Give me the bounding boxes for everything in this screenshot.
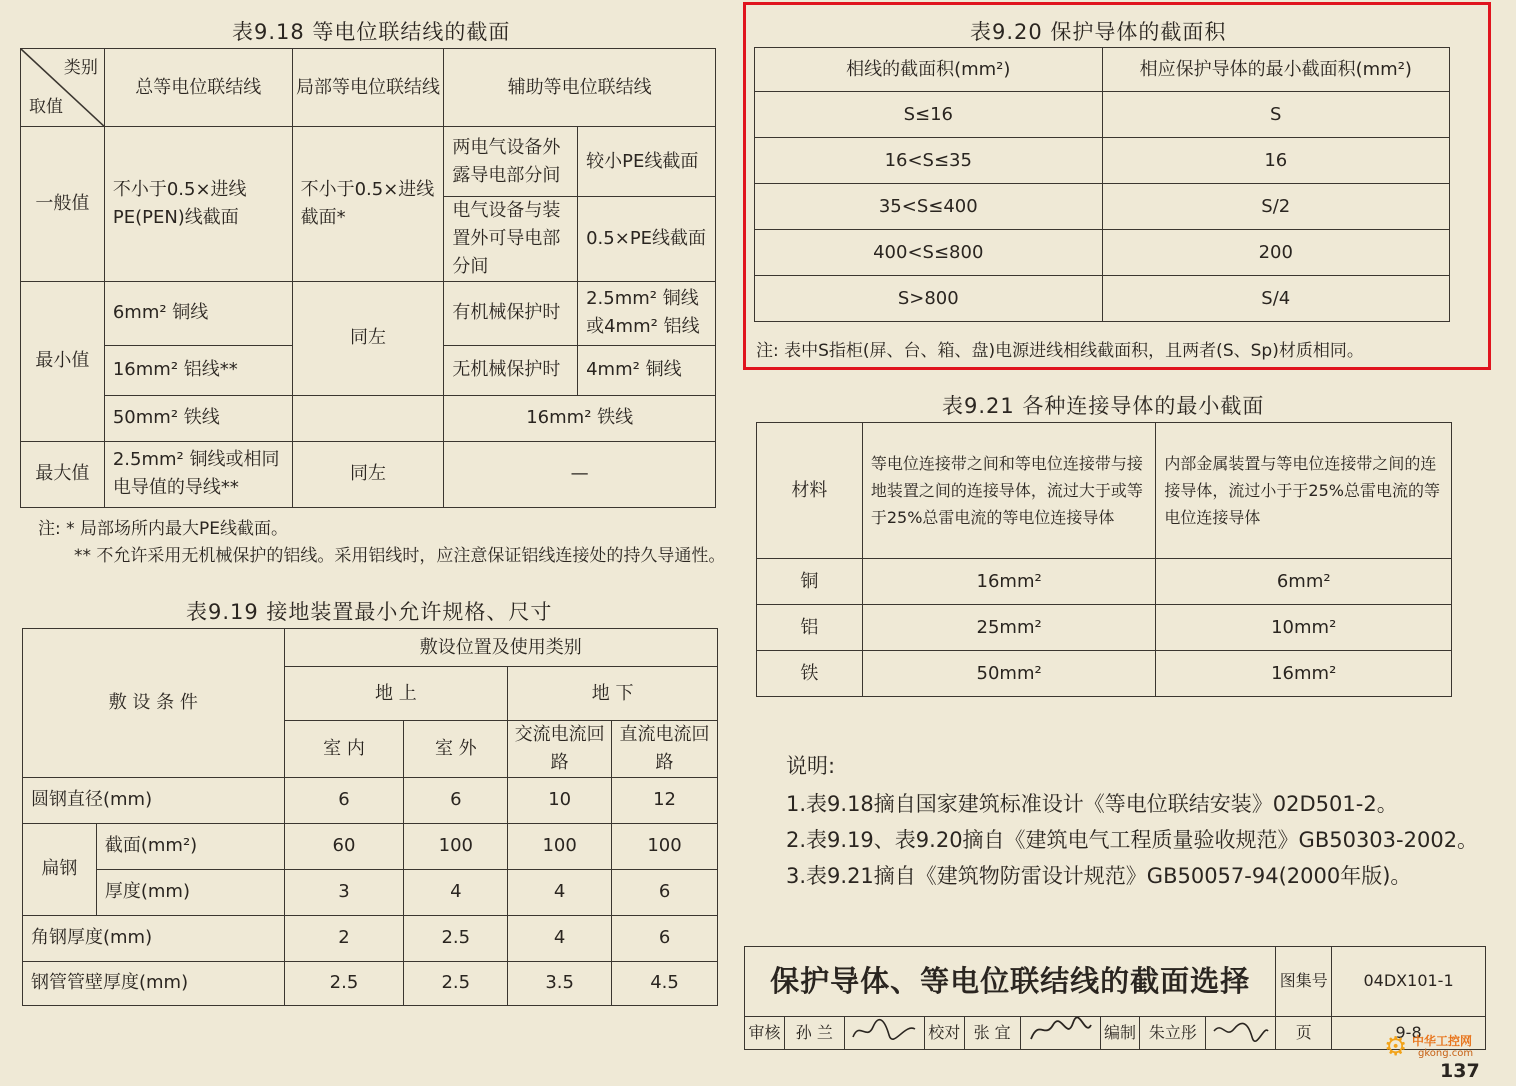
table-918-note-2: ** 不允许采用无机械保护的铝线。采用铝线时，应注意保证铝线连接处的持久导通性。 bbox=[74, 546, 726, 566]
header-indoor: 室 内 bbox=[284, 721, 404, 778]
watermark-logo bbox=[1384, 1030, 1508, 1064]
page-label: 页 bbox=[1276, 1017, 1332, 1050]
table-921-title: 表9.21 各种连接导体的最小截面 bbox=[942, 394, 1265, 418]
row-label-min: 最小值 bbox=[21, 281, 105, 441]
aux-value-1: 较小PE线截面 bbox=[578, 127, 716, 197]
aux-value-2: 0.5×PE线截面 bbox=[578, 197, 716, 282]
table-921 bbox=[756, 422, 1452, 697]
reviewer-name: 孙 兰 bbox=[784, 1017, 844, 1050]
table-cell: S/2 bbox=[1102, 184, 1449, 230]
row-label-steel-pipe: 钢管管壁厚度(mm) bbox=[23, 961, 285, 1005]
explain-line-3: 3.表9.21摘自《建筑物防雷设计规范》GB50057-94(2000年版)。 bbox=[786, 864, 1412, 888]
table-cell: 4 bbox=[404, 869, 508, 915]
table-cell: 2 bbox=[284, 915, 404, 961]
table-920 bbox=[754, 47, 1450, 322]
table-cell: 3 bbox=[284, 869, 404, 915]
row-label-general: 一般值 bbox=[21, 127, 105, 282]
row-label-round-steel: 圆钢直径(mm) bbox=[23, 777, 285, 823]
table-cell: 4.5 bbox=[612, 961, 718, 1005]
max-local-same: 同左 bbox=[292, 441, 444, 507]
page-code: 9-8 bbox=[1332, 1017, 1486, 1050]
table-cell: 4 bbox=[508, 869, 612, 915]
review-label: 审核 bbox=[745, 1017, 785, 1050]
table-cell: 6 bbox=[284, 777, 404, 823]
table-cell: 10 bbox=[508, 777, 612, 823]
drafter-name: 朱立彤 bbox=[1140, 1017, 1206, 1050]
header-below-ground: 地 下 bbox=[508, 667, 718, 721]
table-cell: 16mm² bbox=[862, 559, 1156, 605]
explain-heading: 说明: bbox=[786, 754, 836, 778]
table-cell: 25mm² bbox=[862, 605, 1156, 651]
header-material: 材料 bbox=[757, 423, 863, 559]
watermark-url: gkong.com bbox=[1418, 1048, 1474, 1059]
table-920-title: 表9.20 保护导体的截面积 bbox=[970, 20, 1227, 44]
atlas-number: 04DX101-1 bbox=[1332, 947, 1486, 1017]
table-cell: 2.5 bbox=[284, 961, 404, 1005]
reviewer-signature bbox=[844, 1017, 924, 1050]
table-cell: 铜 bbox=[757, 559, 863, 605]
aux-iron: 16mm² 铁线 bbox=[444, 395, 716, 441]
table-cell: S/4 bbox=[1102, 276, 1449, 322]
table-cell: 16 bbox=[1102, 138, 1449, 184]
aux-condition-1: 两电气设备外露导电部分间 bbox=[444, 127, 578, 197]
min-aluminium: 16mm² 铝线** bbox=[104, 345, 292, 395]
header-pe-section: 相应保护导体的最小截面积(mm²) bbox=[1102, 48, 1449, 92]
general-local-value: 不小于0.5×进线截面* bbox=[292, 127, 444, 282]
gear-icon: ⚙ bbox=[1384, 1032, 1408, 1062]
header-outdoor: 室 外 bbox=[404, 721, 508, 778]
checker-name: 张 宜 bbox=[964, 1017, 1020, 1050]
draft-label: 编制 bbox=[1100, 1017, 1140, 1050]
header-position: 敷设位置及使用类别 bbox=[284, 629, 717, 667]
max-main-value: 2.5mm² 铜线或相同电导值的导线** bbox=[104, 441, 292, 507]
drawing-title: 保护导体、等电位联结线的截面选择 bbox=[745, 947, 1276, 1017]
title-block bbox=[744, 946, 1486, 1050]
row-label-angle-steel: 角钢厚度(mm) bbox=[23, 915, 285, 961]
table-cell: 400<S≤800 bbox=[755, 230, 1103, 276]
header-local-bonding: 局部等电位联结线 bbox=[292, 49, 444, 127]
row-label-flat-thickness: 厚度(mm) bbox=[96, 869, 284, 915]
table-cell: 6mm² bbox=[1156, 559, 1452, 605]
table-cell: 100 bbox=[508, 823, 612, 869]
table-cell: 60 bbox=[284, 823, 404, 869]
header-ac-circuit: 交流电流回路 bbox=[508, 721, 612, 778]
table-cell: 12 bbox=[612, 777, 718, 823]
table-cell: 4 bbox=[508, 915, 612, 961]
table-918-title: 表9.18 等电位联结线的截面 bbox=[232, 20, 511, 44]
mech-protected-value: 2.5mm² 铜线或4mm² 铝线 bbox=[578, 281, 716, 345]
table-cell: 16mm² bbox=[1156, 651, 1452, 697]
mech-unprotected-value: 4mm² 铜线 bbox=[578, 345, 716, 395]
table-cell: 35<S≤400 bbox=[755, 184, 1103, 230]
drafter-signature bbox=[1206, 1017, 1276, 1050]
table-cell: S bbox=[1102, 92, 1449, 138]
row-label-max: 最大值 bbox=[21, 441, 105, 507]
header-small-current: 内部金属装置与等电位连接带之间的连接导体，流过小于于25%总雷电流的等电位连接导体 bbox=[1156, 423, 1452, 559]
mech-unprotected: 无机械保护时 bbox=[444, 345, 578, 395]
min-copper: 6mm² 铜线 bbox=[104, 281, 292, 345]
min-iron: 50mm² 铁线 bbox=[104, 395, 292, 441]
page-number: 137 bbox=[1440, 1060, 1480, 1082]
table-cell: 100 bbox=[612, 823, 718, 869]
header-above-ground: 地 上 bbox=[284, 667, 508, 721]
aux-condition-2: 电气设备与装置外可导电部分间 bbox=[444, 197, 578, 282]
table-cell: 6 bbox=[612, 915, 718, 961]
table-919-title: 表9.19 接地装置最小允许规格、尺寸 bbox=[186, 600, 553, 624]
table-919 bbox=[22, 628, 718, 1006]
table-cell: 50mm² bbox=[862, 651, 1156, 697]
table-cell: 100 bbox=[404, 823, 508, 869]
table-cell: 6 bbox=[612, 869, 718, 915]
table-cell: 6 bbox=[404, 777, 508, 823]
explain-line-2: 2.表9.19、表9.20摘自《建筑电气工程质量验收规范》GB50303-2002。 bbox=[786, 828, 1479, 852]
row-label-flat-section: 截面(mm²) bbox=[96, 823, 284, 869]
table-cell: S>800 bbox=[755, 276, 1103, 322]
header-large-current: 等电位连接带之间和等电位连接带与接地装置之间的连接导体，流过大于或等于25%总雷电流的等电位连接导体 bbox=[862, 423, 1156, 559]
mech-protected: 有机械保护时 bbox=[444, 281, 578, 345]
header-dc-circuit: 直流电流回路 bbox=[612, 721, 718, 778]
explain-line-1: 1.表9.18摘自国家建筑标准设计《等电位联结安装》02D501-2。 bbox=[786, 792, 1398, 816]
table-cell: 200 bbox=[1102, 230, 1449, 276]
table-cell: S≤16 bbox=[755, 92, 1103, 138]
table-918 bbox=[20, 48, 716, 508]
table-cell: 铝 bbox=[757, 605, 863, 651]
table-920-note: 注: 表中S指柜(屏、台、箱、盘)电源进线相线截面积，且两者(S、Sp)材质相同。 bbox=[756, 341, 1364, 361]
header-main-bonding: 总等电位联结线 bbox=[104, 49, 292, 127]
min-local-empty bbox=[292, 395, 444, 441]
header-phase-section: 相线的截面积(mm²) bbox=[755, 48, 1103, 92]
header-aux-bonding: 辅助等电位联结线 bbox=[444, 49, 716, 127]
table-cell: 铁 bbox=[757, 651, 863, 697]
table-cell: 10mm² bbox=[1156, 605, 1452, 651]
check-label: 校对 bbox=[924, 1017, 964, 1050]
table-cell: 2.5 bbox=[404, 915, 508, 961]
general-main-value: 不小于0.5×进线PE(PEN)线截面 bbox=[104, 127, 292, 282]
watermark-cn: 中华工控网 bbox=[1412, 1034, 1473, 1048]
table-cell: 3.5 bbox=[508, 961, 612, 1005]
checker-signature bbox=[1020, 1017, 1100, 1050]
atlas-label: 图集号 bbox=[1276, 947, 1332, 1017]
min-local-same: 同左 bbox=[292, 281, 444, 395]
table-cell: 2.5 bbox=[404, 961, 508, 1005]
header-kind: 类别 bbox=[63, 58, 98, 78]
row-label-flat-steel: 扁钢 bbox=[23, 823, 97, 915]
table-918-note-1: 注: * 局部场所内最大PE线截面。 bbox=[38, 519, 289, 539]
table-cell: 16<S≤35 bbox=[755, 138, 1103, 184]
header-condition: 敷 设 条 件 bbox=[23, 629, 285, 778]
header-value: 取值 bbox=[29, 96, 63, 117]
max-aux-value: — bbox=[444, 441, 716, 507]
table-918-corner-cell bbox=[21, 49, 105, 127]
